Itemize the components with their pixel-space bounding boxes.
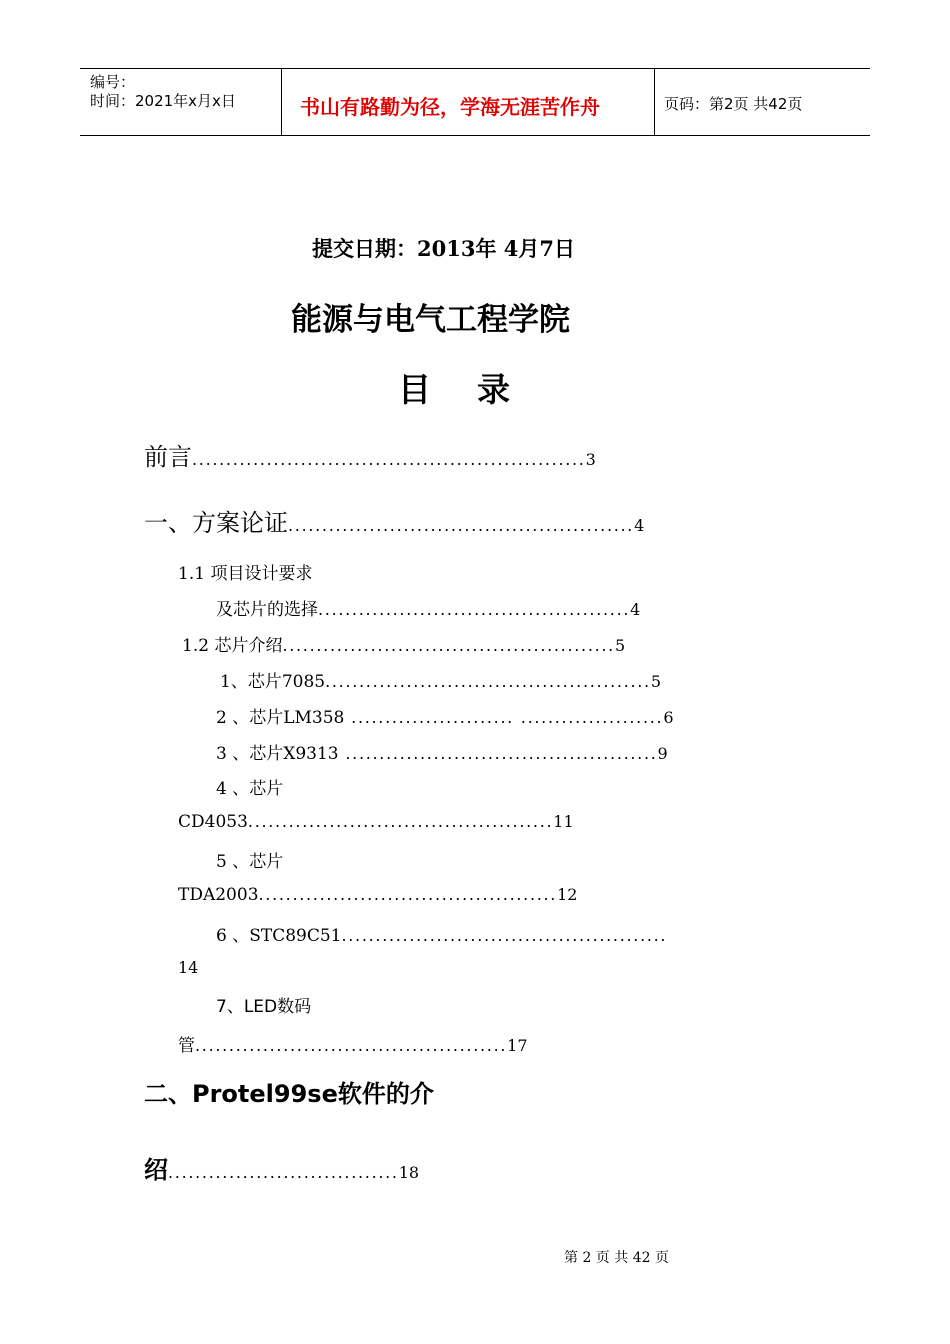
header-divider-right bbox=[654, 68, 655, 136]
toc-leader-dots: .............................................. bbox=[195, 1036, 508, 1055]
toc-leader-dots: ................................................... bbox=[288, 516, 635, 535]
header-page-label: 页码：第2页 共42页 bbox=[664, 95, 803, 113]
header-top-rule bbox=[80, 68, 870, 69]
toc-entry-label: 1.2 芯片介绍 bbox=[182, 636, 283, 656]
toc-entry-led-line1[interactable]: 7、LED数码 bbox=[216, 997, 312, 1017]
school-name: 能源与电气工程学院 bbox=[291, 302, 570, 338]
footer-page-number: 第 2 页 共 42 页 bbox=[564, 1250, 669, 1266]
toc-entry-preface[interactable] bbox=[144, 437, 596, 472]
toc-entry-section2-line2[interactable] bbox=[144, 1150, 419, 1185]
toc-entry-label: 及芯片的选择 bbox=[216, 600, 318, 620]
toc-entry-chip4-line1[interactable]: 4 、芯片 bbox=[216, 779, 284, 799]
toc-entry-chip5-line1[interactable]: 5 、芯片 bbox=[216, 852, 284, 872]
toc-leader-dots: .......................................................... bbox=[192, 450, 586, 469]
toc-entry-led-line2[interactable] bbox=[178, 1031, 528, 1056]
toc-entry-label: 3 、芯片X9313 bbox=[216, 744, 339, 764]
toc-leader-dots: .............................................. bbox=[338, 744, 658, 763]
toc-page-number: 5 bbox=[650, 672, 662, 691]
toc-entry-label: 绍 bbox=[144, 1156, 168, 1184]
toc-entry-label: 6 、STC89C51 bbox=[216, 926, 342, 946]
toc-entry-chip2[interactable] bbox=[216, 703, 674, 728]
toc-page-number: 17 bbox=[507, 1036, 528, 1055]
toc-page-number: 3 bbox=[585, 450, 596, 469]
toc-page-number: 9 bbox=[657, 744, 668, 763]
toc-leader-dots: .................................. bbox=[168, 1163, 399, 1182]
toc-entry-chip4-line2[interactable] bbox=[178, 812, 574, 832]
toc-leader-dots: ............................................ bbox=[258, 885, 558, 904]
toc-leader-dots: ................................................ bbox=[325, 672, 651, 691]
header-number-label: 编号： bbox=[90, 73, 136, 91]
toc-entry-label: 2 、芯片LM358 bbox=[216, 708, 345, 728]
toc-entry-section2-line1[interactable]: 二、Protel99se软件的介 bbox=[144, 1080, 434, 1108]
toc-page-number: 11 bbox=[553, 812, 574, 831]
toc-entry-label: 前言 bbox=[144, 443, 192, 471]
toc-page-number: 12 bbox=[557, 885, 578, 904]
toc-entry-1-2[interactable] bbox=[182, 631, 625, 656]
toc-entry-chip6-line1[interactable] bbox=[216, 921, 667, 946]
toc-entry-section1[interactable] bbox=[144, 503, 644, 538]
toc-leader-dots: .............................................. bbox=[318, 600, 631, 619]
toc-entry-label: 管 bbox=[178, 1036, 195, 1056]
toc-page-number: 18 bbox=[398, 1163, 420, 1182]
toc-page-number: 4 bbox=[634, 516, 645, 535]
toc-entry-label: CD4053 bbox=[178, 812, 248, 832]
toc-page-number: 6 bbox=[663, 708, 674, 727]
toc-entry-1-1-line2[interactable] bbox=[216, 595, 640, 620]
toc-leader-dots: ................................................. bbox=[282, 636, 615, 655]
header-divider-left bbox=[281, 68, 282, 136]
toc-entry-label: 1、芯片7085 bbox=[220, 672, 326, 692]
toc-page-number-chip6: 14 bbox=[178, 958, 199, 977]
toc-entry-1-1-line1[interactable]: 1.1 项目设计要求 bbox=[178, 564, 313, 584]
toc-leader-dots: ................................................ bbox=[341, 926, 668, 945]
header-motto: 书山有路勤为径，学海无涯苦作舟 bbox=[300, 95, 600, 119]
toc-entry-chip5-line2[interactable] bbox=[178, 885, 577, 905]
toc-page-number: 5 bbox=[614, 636, 626, 655]
toc-leader-dots: ............................................. bbox=[247, 812, 554, 831]
toc-leader-dots: ........................ ..................... bbox=[344, 708, 664, 727]
toc-entry-label: 一、方案论证 bbox=[144, 509, 288, 537]
toc-page-number: 4 bbox=[630, 600, 641, 619]
header-time-label: 时间：2021年x月x日 bbox=[90, 92, 236, 110]
header-bottom-rule bbox=[80, 135, 870, 136]
toc-entry-chip3[interactable] bbox=[216, 739, 668, 764]
toc-entry-chip1[interactable] bbox=[220, 667, 661, 692]
toc-entry-label: TDA2003 bbox=[178, 885, 259, 905]
toc-title: 目 录 bbox=[398, 370, 510, 409]
submit-date: 提交日期：2013年 4月7日 bbox=[312, 236, 575, 261]
